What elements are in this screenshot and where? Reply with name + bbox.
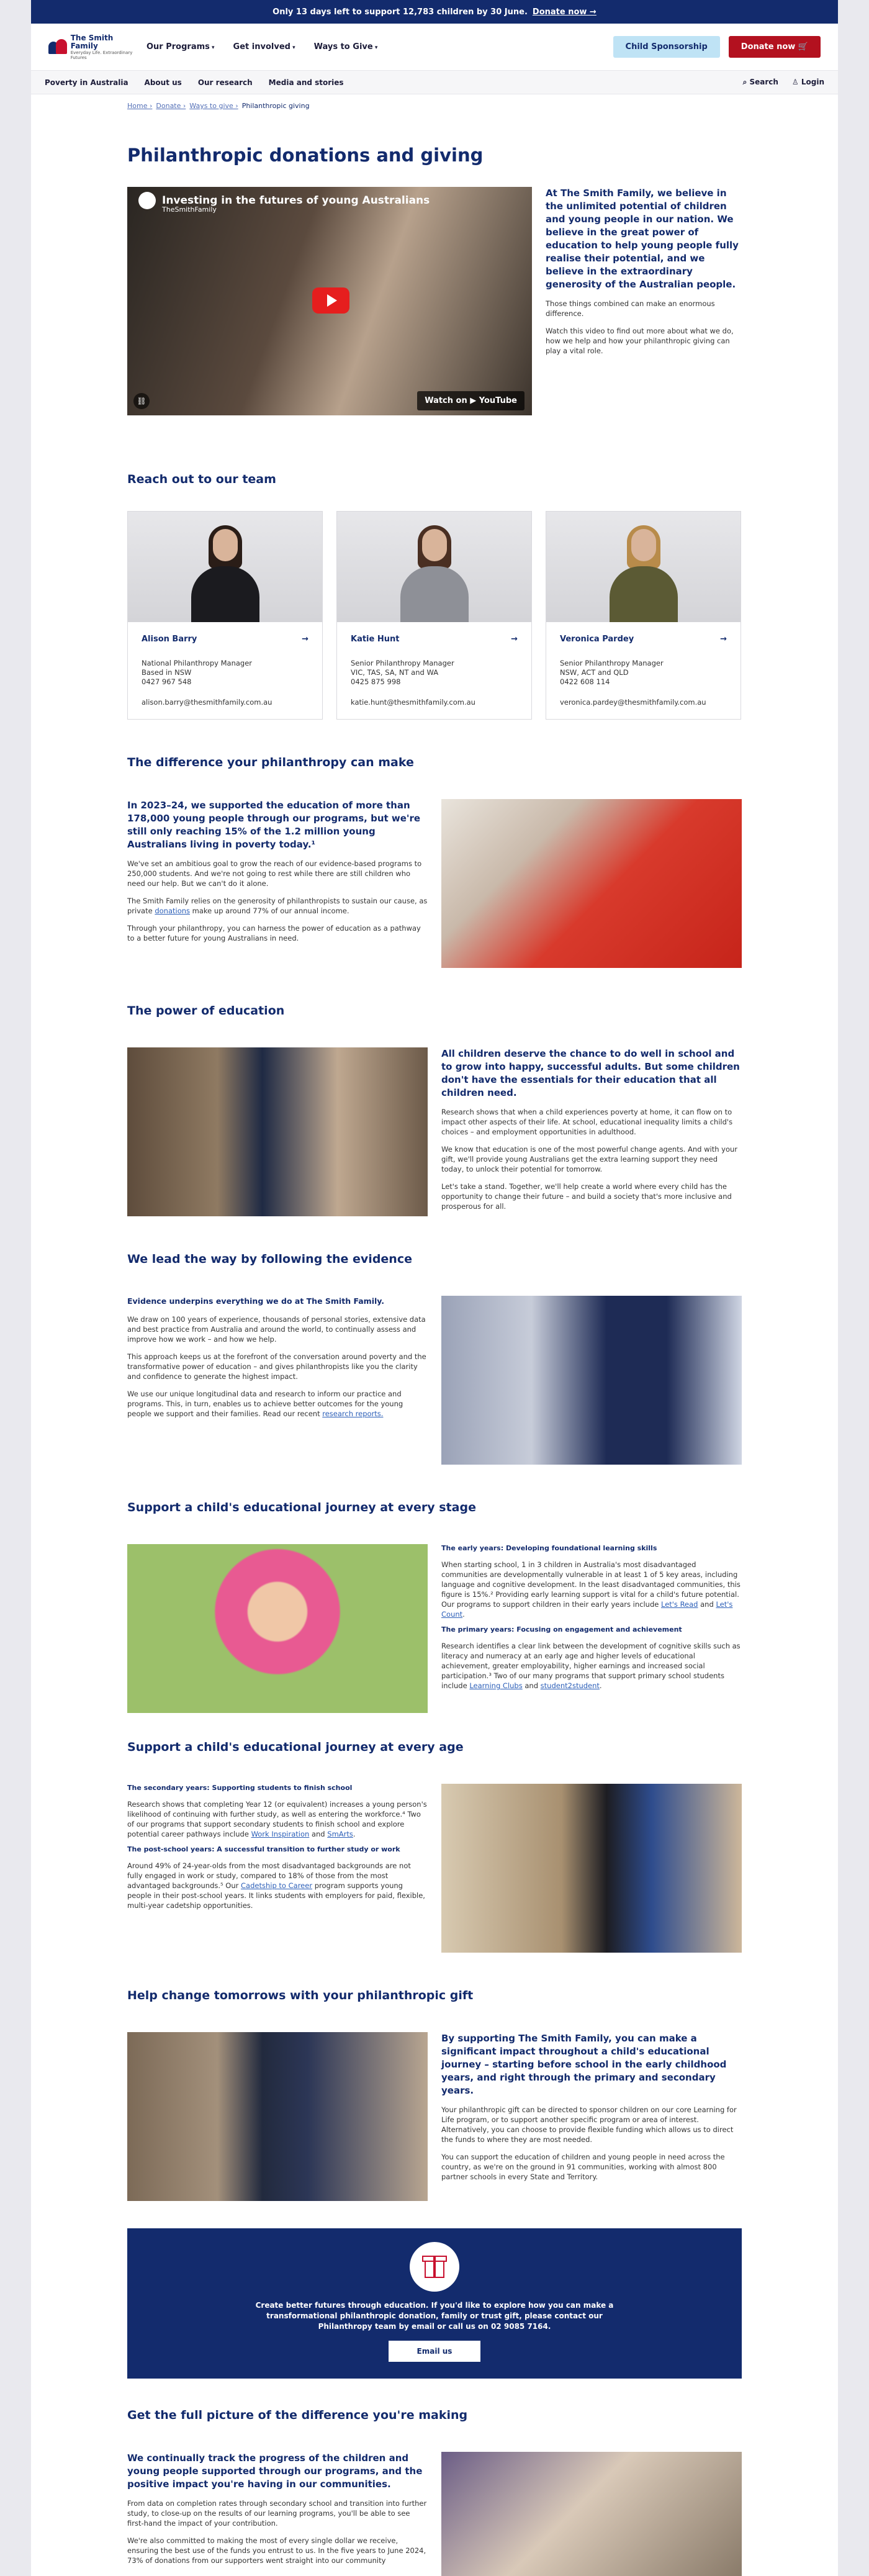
primary-years-subheading: The primary years: Focusing on engagement and achievement: [441, 1625, 682, 1634]
team-phone[interactable]: 0427 967 548: [142, 677, 192, 686]
link-icon[interactable]: ⛓: [133, 393, 150, 409]
donate-now-button[interactable]: Donate now 🛒: [729, 36, 821, 58]
logo[interactable]: [48, 34, 135, 60]
evidence-heading: We lead the way by following the evidence: [127, 1252, 412, 1266]
intro-lead: At The Smith Family, we believe in the unlimited potential of children and young people in our nation. We believe in the great power of education to help young people fully realise their potential, and we believe in the extraordinary generosity of the Australian people.: [546, 188, 739, 290]
nav-our-programs[interactable]: Our Programs ▾: [146, 42, 215, 52]
post-school-text: Around 49% of 24-year-olds from the most disadvantaged backgrounds are not fully engaged in work or study, compared to 18% of those from the most advantaged backgrounds.⁵ Our Cadetship to Career program supports young people in their post-school years. It links students with employers for paid, flexible, multi-year cadetship opportunities.: [127, 1861, 425, 1910]
team-role: Senior Philanthropy Manager: [351, 659, 454, 667]
intro-p2: Watch this video to find out more about what we do, how we help and how your philanthropic giving can play a vital role.: [546, 327, 734, 355]
secondary-years-subheading: The secondary years: Supporting students to finish school: [127, 1784, 353, 1792]
email-us-button[interactable]: Email us: [389, 2341, 481, 2362]
full-picture-p1: From data on completion rates through secondary school and transition into further study, to close-up on the results of our learning programs, you'll be able to see first-hand the impact of your contribution.: [127, 2499, 427, 2528]
student-uniform-image: [127, 2032, 428, 2201]
student2student-link[interactable]: student2student: [540, 1681, 600, 1690]
student-library-image: [127, 1047, 428, 1216]
logo-name: The Smith Family: [70, 33, 114, 50]
channel-avatar: [138, 192, 156, 209]
watch-on-youtube-button[interactable]: Watch on ▶ YouTube: [417, 391, 525, 410]
breadcrumb-ways-to-give[interactable]: Ways to give ›: [189, 102, 238, 110]
gift-p1: Your philanthropic gift can be directed to sponsor children on our core Learning for Life program, or to support another specific program or area of interest. Alternatively, you can choose to provide flexible funding which allows us to direct the funds to where they are most needed.: [441, 2105, 737, 2144]
post-school-subheading: The post-school years: A successful transition to further study or work: [127, 1845, 400, 1853]
page-title: Philanthropic donations and giving: [127, 145, 484, 166]
smarts-link[interactable]: SmArts: [327, 1830, 353, 1838]
student-science-image: [441, 1296, 742, 1465]
team-role: National Philanthropy Manager: [142, 659, 253, 667]
team-email[interactable]: veronica.pardey@thesmithfamily.com.au: [560, 698, 706, 707]
subnav-about[interactable]: About us: [144, 78, 182, 87]
promo-banner: [31, 0, 838, 24]
login-button[interactable]: ♙ Login: [791, 78, 824, 86]
cta-text: Create better futures through education. If you'd like to explore how you can make a transformational philanthropic donation, family or trust gift, please contact our Philanthropy team by email or call us on 02 9085 7164.: [255, 2301, 614, 2331]
video-title: Investing in the futures of young Australians: [162, 194, 430, 207]
breadcrumb-home[interactable]: Home ›: [127, 102, 153, 110]
difference-p2: The Smith Family relies on the generosity of philanthropists to sustain our cause, as private donations make up around 77% of our annual income.: [127, 897, 428, 915]
gift-lead: By supporting The Smith Family, you can make a significant impact throughout a child's educational journey – starting before school in the early childhood years, and right through the primary and secondary years.: [441, 2033, 727, 2096]
team-location: Based in NSW: [142, 668, 192, 677]
work-inspiration-link[interactable]: Work Inspiration: [251, 1830, 310, 1838]
search-button[interactable]: ⌕ Search: [742, 78, 778, 86]
evidence-p3: We use our unique longitudinal data and research to inform our practice and programs. This, in turn, enables us to achieve better outcomes for the young people we support and their families. Read our recent research reports.: [127, 1390, 403, 1418]
student-glasses-image: [441, 2452, 742, 2576]
team-card[interactable]: [127, 511, 323, 720]
gift-heading: Help change tomorrows with your philanthropic gift: [127, 1989, 474, 2002]
student-books-image: [441, 1784, 742, 1953]
breadcrumb-current: Philanthropic giving: [241, 102, 310, 110]
full-picture-heading: Get the full picture of the difference you're making: [127, 2408, 468, 2422]
difference-heading: The difference your philanthropy can make: [127, 756, 414, 769]
evidence-lead: Evidence underpins everything we do at The Smith Family.: [127, 1296, 385, 1306]
site-header: [31, 24, 838, 71]
team-role: Senior Philanthropy Manager: [560, 659, 664, 667]
arrow-right-icon[interactable]: →: [302, 635, 308, 644]
team-photo: [546, 512, 741, 622]
promo-donate-link[interactable]: Donate now →: [532, 7, 597, 17]
difference-p3: Through your philanthropy, you can harness the power of education as a pathway to a better future for young Australians in need.: [127, 924, 421, 942]
arrow-right-icon[interactable]: →: [511, 635, 518, 644]
secondary-nav: [31, 71, 838, 94]
page: [31, 0, 838, 2576]
difference-p1: We've set an ambitious goal to grow the reach of our evidence-based programs to 250,000 students. And we're not going to rest while there are still children who need our help. But we can't do it alone.: [127, 859, 422, 888]
full-picture-lead: We continually track the progress of the children and young people supported through our programs, and the positive impact you're having in our communities.: [127, 2452, 423, 2490]
donations-link[interactable]: donations: [155, 906, 191, 915]
primary-years-text: Research identifies a clear link between the development of cognitive skills such as literacy and numeracy at an early age and higher levels of educational achievement, greater employability, higher earnings and increased social participation.³ Two of our many programs that support primary school students include Learning Clubs and student2student.: [441, 1642, 741, 1690]
team-email[interactable]: alison.barry@thesmithfamily.com.au: [142, 698, 272, 707]
power-p3: Let's take a stand. Together, we'll help create a world where every child has the opportunity to change their future – and build a society that's more inclusive and prosperous for all.: [441, 1182, 732, 1211]
subnav-research[interactable]: Our research: [197, 78, 253, 87]
team-phone[interactable]: 0425 875 998: [351, 677, 401, 686]
video-channel: TheSmithFamily: [162, 206, 217, 214]
power-p1: Research shows that when a child experiences poverty at home, it can flow on to impact other aspects of their life. At school, educational inequality limits a child's choices – and employment opportunities in adulthood.: [441, 1108, 733, 1136]
promo-message: Only 13 days left to support 12,783 children by 30 June.: [272, 7, 528, 17]
team-email[interactable]: katie.hunt@thesmithfamily.com.au: [351, 698, 475, 707]
team-photo: [128, 512, 322, 622]
early-years-text: When starting school, 1 in 3 children in Australia's most disadvantaged communities are developmentally vulnerable in at least 1 of 5 key areas, including language and cognitive development. In the least disadvantaged communities, this figure is 15%.² Providing early learning support is vital for a child's future potential. Our programs to support children in their early years include Let's Read and Let's Count.: [441, 1560, 741, 1619]
contact-cta-banner: [127, 2228, 742, 2379]
research-reports-link[interactable]: research reports.: [322, 1409, 384, 1418]
power-lead: All children deserve the chance to do well in school and to grow into happy, successful adults. But some children don't have the essentials for their education that all children need.: [441, 1048, 740, 1098]
full-picture-p2: We're also committed to making the most of every single dollar we receive, ensuring the best use of the funds you entrust to us. In the five years to June 2024, 73% of donations from our supporters went straight into our community: [127, 2536, 426, 2565]
difference-lead: In 2023–24, we supported the education of more than 178,000 young people through our programs, but we're still only reaching 15% of the 1.2 million young Australians living in poverty today.¹: [127, 800, 421, 850]
learning-clubs-link[interactable]: Learning Clubs: [469, 1681, 523, 1690]
arrow-right-icon[interactable]: →: [720, 635, 727, 644]
team-location: NSW, ACT and QLD: [560, 668, 629, 677]
team-card[interactable]: [336, 511, 532, 720]
team-location: VIC, TAS, SA, NT and WA: [351, 668, 439, 677]
breadcrumb: [127, 94, 742, 110]
lets-read-link[interactable]: Let's Read: [660, 1600, 698, 1609]
gift-p2: You can support the education of children and young people in need across the country, as we're on the ground in 91 communities, working with almost 800 partner schools in every State and Territory.: [441, 2153, 725, 2181]
evidence-p2: This approach keeps us at the forefront of the conversation around poverty and the transformative power of education – and gives philanthropists like you the clarity and confidence to generate the highest impact.: [127, 1352, 426, 1381]
breadcrumb-donate[interactable]: Donate ›: [156, 102, 186, 110]
team-phone[interactable]: 0422 608 114: [560, 677, 610, 686]
smiling-child-image: [127, 1544, 428, 1713]
lets-count-link[interactable]: Let's Count: [441, 1600, 733, 1619]
team-name[interactable]: Katie Hunt: [351, 635, 400, 644]
journey-stage-heading: Support a child's educational journey at every stage: [127, 1501, 476, 1514]
video-player[interactable]: [127, 187, 532, 415]
journey-age-heading: Support a child's educational journey at every age: [127, 1740, 464, 1754]
cadetship-link[interactable]: Cadetship to Career: [241, 1881, 313, 1890]
main-nav: [146, 42, 377, 52]
logo-icon: [48, 38, 66, 56]
students-singing-image: [441, 799, 742, 968]
team-name[interactable]: Veronica Pardey: [560, 635, 634, 644]
nav-ways-to-give[interactable]: Ways to Give ▾: [314, 42, 378, 52]
play-icon[interactable]: [312, 287, 349, 314]
team-card[interactable]: [546, 511, 741, 720]
logo-tagline: Everyday Life. Extraordinary Futures: [70, 50, 133, 60]
secondary-years-text: Research shows that completing Year 12 (or equivalent) increases a young person's likelihood of continuing with further study, as well as entering the workforce.⁴ Two of our programs that support secondary students to finish school and explore potential career pathways include Work Inspiration and SmArts.: [127, 1800, 427, 1838]
power-p2: We know that education is one of the most powerful change agents. And with your gift, we'll provide young Australians get the extra learning support they need today, to unlock their potential for tomorrow.: [441, 1145, 738, 1173]
intro-p1: Those things combined can make an enormous difference.: [546, 299, 715, 318]
nav-get-involved[interactable]: Get involved ▾: [233, 42, 295, 52]
team-name[interactable]: Alison Barry: [142, 635, 197, 644]
subnav-poverty[interactable]: Poverty in Australia: [45, 78, 128, 87]
power-heading: The power of education: [127, 1004, 285, 1018]
evidence-p1: We draw on 100 years of experience, thousands of personal stories, extensive data and best practice from Australia and around the world, to continually assess and improve how we work – and how we help.: [127, 1315, 426, 1344]
main-content: [127, 94, 742, 2576]
team-heading: Reach out to our team: [127, 472, 276, 486]
early-years-subheading: The early years: Developing foundational learning skills: [441, 1544, 657, 1552]
child-sponsorship-button[interactable]: Child Sponsorship: [613, 36, 720, 58]
subnav-media[interactable]: Media and stories: [268, 78, 344, 87]
gift-icon: [410, 2242, 459, 2292]
team-photo: [337, 512, 531, 622]
